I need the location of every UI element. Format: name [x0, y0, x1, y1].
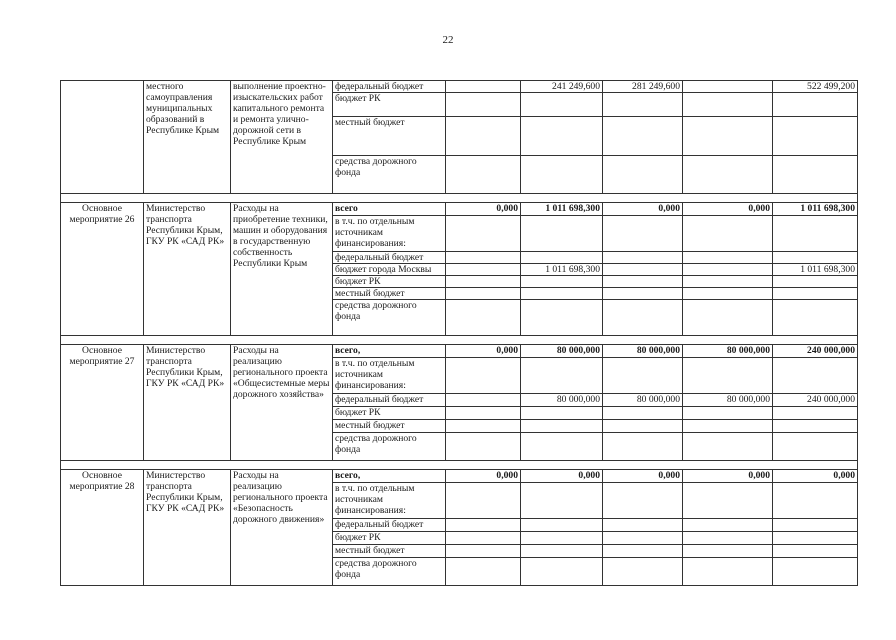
table-row — [61, 81, 858, 93]
amount-v3 — [603, 276, 683, 288]
funding-source: бюджет РК — [333, 407, 446, 420]
amount-v5: 1 011 698,300 — [773, 264, 858, 276]
amount-v5: 240 000,000 — [773, 345, 858, 358]
amount-v4 — [683, 483, 773, 519]
funding-source: местный бюджет — [333, 288, 446, 300]
amount-v5: 522 499,200 — [773, 81, 858, 93]
amount-v5 — [773, 558, 858, 586]
amount-v4 — [683, 156, 773, 194]
executor-cell: Министерство транспорта Республики Крым, ГКУ РК «САД РК» — [144, 203, 231, 336]
amount-v3 — [603, 545, 683, 558]
amount-v4: 80 000,000 — [683, 394, 773, 407]
funding-source: федеральный бюджет — [333, 519, 446, 532]
amount-v2 — [521, 407, 603, 420]
funding-source: всего, — [333, 470, 446, 483]
measure-name: Основное мероприятие 28 — [61, 470, 144, 586]
amount-v4 — [683, 93, 773, 117]
amount-v4: 0,000 — [683, 470, 773, 483]
measure-name: Основное мероприятие 26 — [61, 203, 144, 336]
amount-v1 — [446, 288, 521, 300]
amount-v3 — [603, 407, 683, 420]
amount-v1: 0,000 — [446, 345, 521, 358]
gap-cell — [61, 461, 858, 470]
amount-v1 — [446, 433, 521, 461]
description-cell: Расходы на приобретение техники, машин и оборудования в государственную собственность Республики Крым — [231, 203, 333, 336]
amount-v5 — [773, 300, 858, 336]
amount-v3 — [603, 156, 683, 194]
amount-v3: 0,000 — [603, 203, 683, 216]
amount-v3 — [603, 358, 683, 394]
amount-v1 — [446, 117, 521, 156]
amount-v2: 0,000 — [521, 470, 603, 483]
amount-v3: 80 000,000 — [603, 394, 683, 407]
amount-v4: 80 000,000 — [683, 345, 773, 358]
amount-v2 — [521, 93, 603, 117]
funding-source: бюджет РК — [333, 93, 446, 117]
amount-v4: 0,000 — [683, 203, 773, 216]
amount-v1 — [446, 532, 521, 545]
amount-v4 — [683, 407, 773, 420]
funding-source: федеральный бюджет — [333, 81, 446, 93]
funding-source: всего, — [333, 345, 446, 358]
amount-v5 — [773, 288, 858, 300]
amount-v2: 241 249,600 — [521, 81, 603, 93]
amount-v4 — [683, 545, 773, 558]
executor-cell: местного самоуправления муниципальных образований в Республике Крым — [144, 81, 231, 194]
amount-v2: 1 011 698,300 — [521, 203, 603, 216]
gap-cell — [61, 336, 858, 345]
amount-v5 — [773, 276, 858, 288]
description-cell: выполнение проектно-изыскательских работ капитального ремонта и ремонта улично-дорожной сети в Республике Крым — [231, 81, 333, 194]
budget-table — [60, 80, 858, 586]
funding-source: средства дорожного фонда — [333, 558, 446, 586]
amount-v1 — [446, 545, 521, 558]
funding-source: в т.ч. по отдельным источникам финансирования: — [333, 483, 446, 519]
amount-v4 — [683, 81, 773, 93]
amount-v3 — [603, 117, 683, 156]
amount-v4 — [683, 300, 773, 336]
table-row — [61, 203, 858, 216]
amount-v5 — [773, 93, 858, 117]
amount-v3: 281 249,600 — [603, 81, 683, 93]
amount-v1: 0,000 — [446, 470, 521, 483]
table-gap — [61, 194, 858, 203]
funding-source: местный бюджет — [333, 420, 446, 433]
amount-v1: 0,000 — [446, 203, 521, 216]
amount-v4 — [683, 117, 773, 156]
amount-v5 — [773, 156, 858, 194]
amount-v2 — [521, 288, 603, 300]
amount-v1 — [446, 483, 521, 519]
amount-v2 — [521, 216, 603, 252]
amount-v2 — [521, 300, 603, 336]
amount-v2: 1 011 698,300 — [521, 264, 603, 276]
amount-v5 — [773, 545, 858, 558]
amount-v1 — [446, 394, 521, 407]
amount-v2 — [521, 483, 603, 519]
amount-v5 — [773, 433, 858, 461]
funding-source: местный бюджет — [333, 117, 446, 156]
amount-v3 — [603, 558, 683, 586]
amount-v5: 240 000,000 — [773, 394, 858, 407]
amount-v4 — [683, 216, 773, 252]
funding-source: федеральный бюджет — [333, 394, 446, 407]
amount-v3 — [603, 420, 683, 433]
amount-v3: 0,000 — [603, 470, 683, 483]
table-row — [61, 470, 858, 483]
funding-source: средства дорожного фонда — [333, 433, 446, 461]
amount-v3 — [603, 300, 683, 336]
executor-cell: Министерство транспорта Республики Крым, ГКУ РК «САД РК» — [144, 470, 231, 586]
amount-v1 — [446, 519, 521, 532]
amount-v2 — [521, 532, 603, 545]
amount-v3: 80 000,000 — [603, 345, 683, 358]
amount-v4 — [683, 264, 773, 276]
amount-v1 — [446, 300, 521, 336]
amount-v4 — [683, 519, 773, 532]
amount-v2 — [521, 558, 603, 586]
amount-v2: 80 000,000 — [521, 394, 603, 407]
table-gap — [61, 336, 858, 345]
funding-source: бюджет РК — [333, 276, 446, 288]
amount-v1 — [446, 276, 521, 288]
description-cell: Расходы на реализацию регионального проекта «Безопасность дорожного движения» — [231, 470, 333, 586]
funding-source: в т.ч. по отдельным источникам финансирования: — [333, 216, 446, 252]
amount-v1 — [446, 81, 521, 93]
amount-v2 — [521, 433, 603, 461]
executor-cell: Министерство транспорта Республики Крым, ГКУ РК «САД РК» — [144, 345, 231, 461]
amount-v3 — [603, 483, 683, 519]
amount-v1 — [446, 93, 521, 117]
amount-v2 — [521, 252, 603, 264]
amount-v4 — [683, 358, 773, 394]
amount-v2 — [521, 276, 603, 288]
amount-v5 — [773, 117, 858, 156]
amount-v1 — [446, 216, 521, 252]
amount-v3 — [603, 532, 683, 545]
amount-v3 — [603, 252, 683, 264]
page-number: 22 — [442, 34, 454, 46]
amount-v4 — [683, 276, 773, 288]
amount-v1 — [446, 252, 521, 264]
amount-v3 — [603, 519, 683, 532]
funding-source: средства дорожного фонда — [333, 156, 446, 194]
amount-v1 — [446, 407, 521, 420]
amount-v5: 1 011 698,300 — [773, 203, 858, 216]
funding-source: бюджет РК — [333, 532, 446, 545]
amount-v2 — [521, 156, 603, 194]
funding-source: федеральный бюджет — [333, 252, 446, 264]
amount-v5: 0,000 — [773, 470, 858, 483]
table-gap — [61, 461, 858, 470]
funding-source: местный бюджет — [333, 545, 446, 558]
measure-name — [61, 81, 144, 194]
amount-v5 — [773, 420, 858, 433]
amount-v5 — [773, 252, 858, 264]
amount-v1 — [446, 558, 521, 586]
amount-v5 — [773, 519, 858, 532]
funding-source: всего — [333, 203, 446, 216]
amount-v1 — [446, 358, 521, 394]
amount-v5 — [773, 358, 858, 394]
amount-v2 — [521, 545, 603, 558]
amount-v1 — [446, 156, 521, 194]
amount-v1 — [446, 420, 521, 433]
amount-v3 — [603, 288, 683, 300]
amount-v4 — [683, 558, 773, 586]
amount-v3 — [603, 216, 683, 252]
gap-cell — [61, 194, 858, 203]
measure-name: Основное мероприятие 27 — [61, 345, 144, 461]
amount-v5 — [773, 483, 858, 519]
amount-v2 — [521, 117, 603, 156]
amount-v4 — [683, 288, 773, 300]
table-row — [61, 345, 858, 358]
amount-v2 — [521, 358, 603, 394]
amount-v5 — [773, 216, 858, 252]
amount-v5 — [773, 407, 858, 420]
amount-v5 — [773, 532, 858, 545]
funding-source: бюджет города Москвы — [333, 264, 446, 276]
amount-v3 — [603, 433, 683, 461]
amount-v2 — [521, 420, 603, 433]
amount-v2 — [521, 519, 603, 532]
funding-source: в т.ч. по отдельным источникам финансирования: — [333, 358, 446, 394]
amount-v3 — [603, 264, 683, 276]
amount-v4 — [683, 532, 773, 545]
amount-v4 — [683, 420, 773, 433]
funding-source: средства дорожного фонда — [333, 300, 446, 336]
description-cell: Расходы на реализацию регионального проекта «Общесистемные меры дорожного хозяйства» — [231, 345, 333, 461]
amount-v4 — [683, 252, 773, 264]
amount-v3 — [603, 93, 683, 117]
amount-v2: 80 000,000 — [521, 345, 603, 358]
amount-v1 — [446, 264, 521, 276]
amount-v4 — [683, 433, 773, 461]
